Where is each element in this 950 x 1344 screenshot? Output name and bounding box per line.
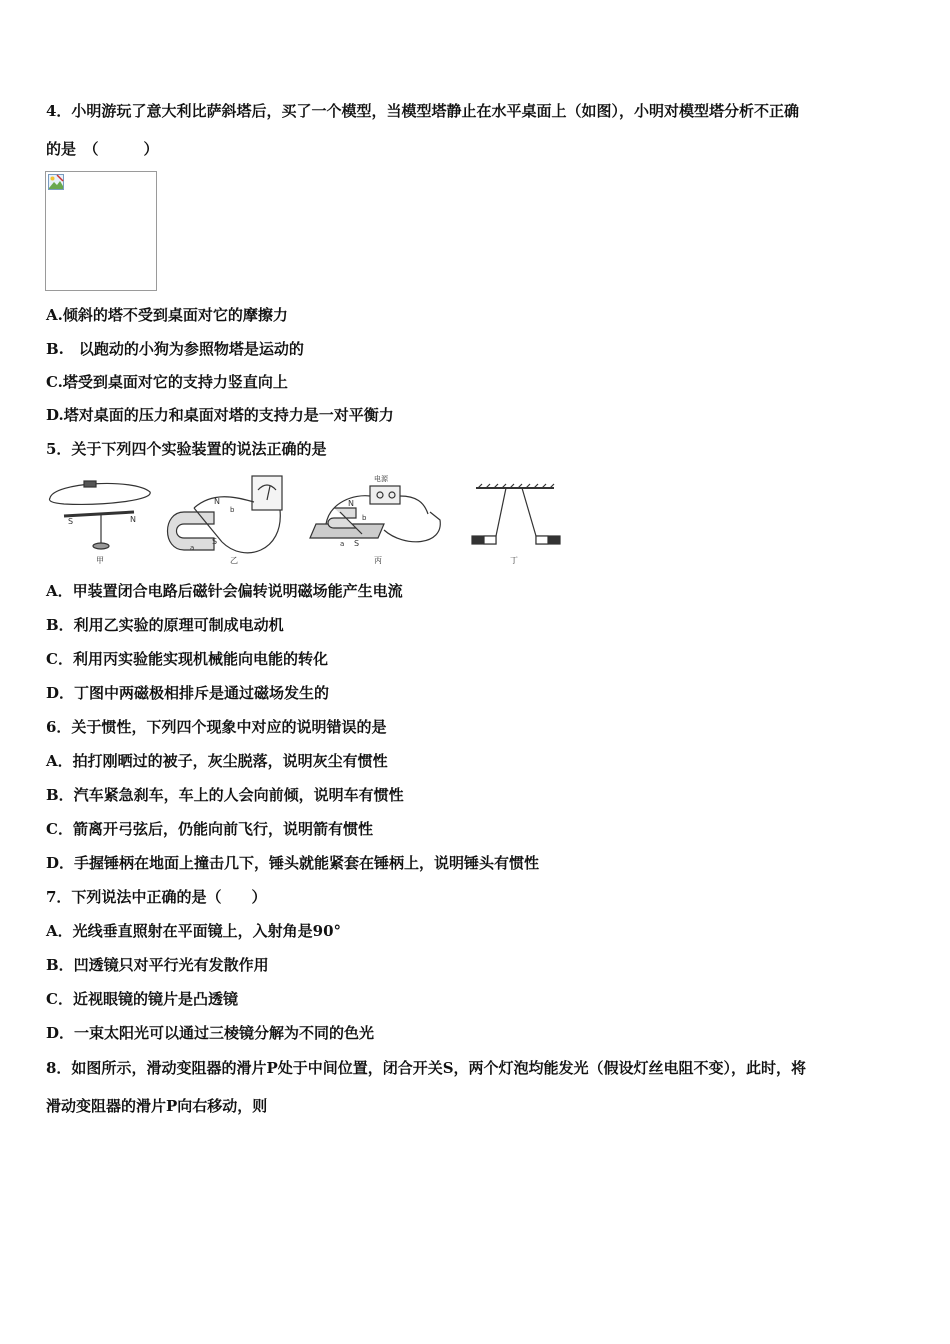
q4-option-b: B. 以跑动的小狗为参照物塔是运动的 <box>46 340 304 358</box>
q7-option-b: B．凹透镜只对平行光有发散作用 <box>46 956 269 974</box>
q7-stem: 7．下列说法中正确的是（ ） <box>46 888 267 906</box>
q4-option-d: D.塔对桌面的压力和桌面对塔的支持力是一对平衡力 <box>46 406 394 424</box>
label-a1: a <box>190 544 195 552</box>
label-n2: N <box>214 497 220 506</box>
label-n3: N <box>348 499 354 508</box>
q7-option-d: D．一束太阳光可以通过三棱镜分解为不同的色光 <box>46 1024 375 1042</box>
q7-option-a: A．光线垂直照射在平面镜上，入射角是90° <box>46 922 342 940</box>
q5-experiment-figures <box>44 472 574 568</box>
q6-option-d: D．手握锤柄在地面上撞击几下，锤头就能紧套在锤柄上，说明锤头有惯性 <box>46 854 540 872</box>
figure-yi-induction <box>168 476 283 553</box>
q7-option-c: C．近视眼镜的镜片是凸透镜 <box>46 990 238 1008</box>
label-s2: S <box>212 537 218 546</box>
q5-option-d: D．丁图中两磁极相排斥是通过磁场发生的 <box>46 684 330 702</box>
label-s1: S <box>68 517 74 526</box>
label-s3: S <box>354 539 360 548</box>
label-power: 电源 <box>374 475 388 483</box>
label-jia: 甲 <box>96 556 104 565</box>
figure-bing-motor <box>310 486 440 542</box>
label-yi: 乙 <box>230 556 238 565</box>
label-a2: a <box>340 540 345 548</box>
label-n1: N <box>130 515 136 524</box>
q6-option-a: A．拍打刚晒过的被子，灰尘脱落，说明灰尘有惯性 <box>46 752 388 770</box>
broken-image-icon <box>48 174 64 190</box>
q5-stem: 5．关于下列四个实验装置的说法正确的是 <box>46 440 327 458</box>
figure-ding-repulsion <box>472 484 560 544</box>
q4-stem-line2: 的是 （ ） <box>46 140 159 158</box>
label-b2: b <box>362 514 367 522</box>
q4-stem-line1: 4．小明游玩了意大利比萨斜塔后，买了一个模型，当模型塔静止在水平桌面上（如图），小明对模型塔分析不正确 <box>46 102 799 120</box>
q4-figure-placeholder <box>45 171 157 291</box>
q4-option-c: C.塔受到桌面对它的支持力竖直向上 <box>46 373 288 391</box>
q4-option-a: A.倾斜的塔不受到桌面对它的摩擦力 <box>46 306 288 324</box>
q5-option-a: A．甲装置闭合电路后磁针会偏转说明磁场能产生电流 <box>46 582 403 600</box>
q8-stem-line2: 滑动变阻器的滑片P向右移动，则 <box>46 1097 268 1115</box>
q6-option-b: B．汽车紧急刹车，车上的人会向前倾，说明车有惯性 <box>46 786 404 804</box>
q5-option-b: B．利用乙实验的原理可制成电动机 <box>46 616 284 634</box>
label-ding: 丁 <box>510 556 518 565</box>
label-b1: b <box>230 506 235 514</box>
q8-stem-line1: 8．如图所示，滑动变阻器的滑片P处于中间位置，闭合开关S，两个灯泡均能发光（假设灯丝电阻不变），此时，将 <box>46 1059 807 1077</box>
label-bing: 丙 <box>374 556 382 565</box>
q6-stem: 6．关于惯性，下列四个现象中对应的说明错误的是 <box>46 718 387 736</box>
q5-option-c: C．利用丙实验能实现机械能向电能的转化 <box>46 650 328 668</box>
q6-option-c: C．箭离开弓弦后，仍能向前飞行，说明箭有惯性 <box>46 820 373 838</box>
